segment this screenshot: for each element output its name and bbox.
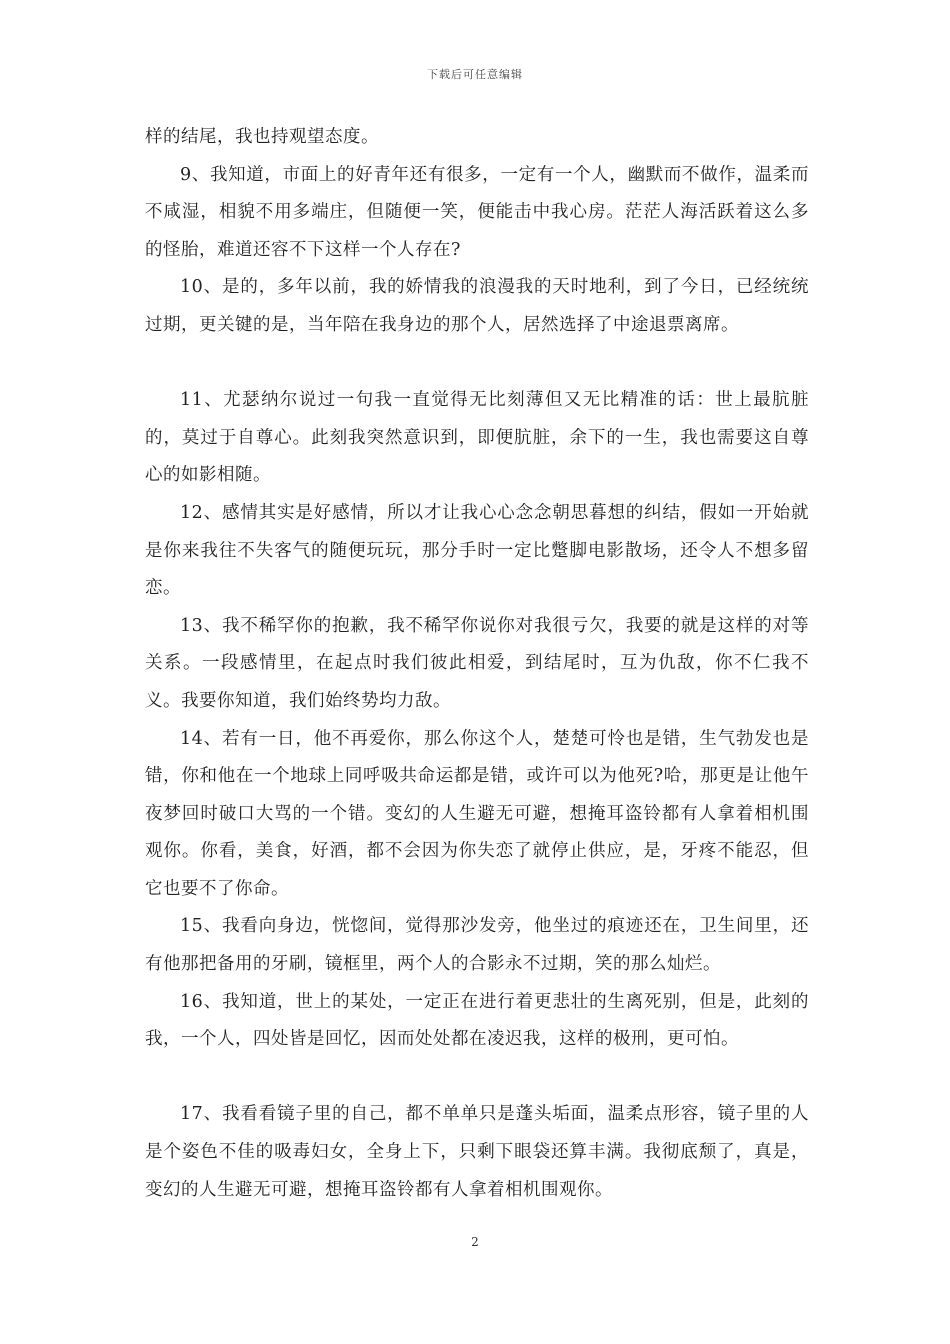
paragraph-gap [145, 1059, 809, 1097]
paragraph-14: 14、若有一日，他不再爱你，那么你这个人，楚楚可怜也是错，生气勃发也是错，你和他在一个地球上同呼吸共命运都是错，或许可以为他死?哈，那更是让他午夜梦回时破口大骂的一个错。变幻的人生避无可避，想掩耳盗铃都有人拿着相机围观你。你看，美食，好酒，都不会因为你失恋了就停止供应，是，牙疼不能忍，但它也要不了你命。 [145, 728, 809, 899]
page-header: 下载后可任意编辑 [427, 68, 523, 81]
paragraph-9: 9、我知道，市面上的好青年还有很多，一定有一个人，幽默而不做作，温柔而不咸湿，相貌不用多端庄，但随便一笑，便能击中我心房。茫茫人海活跃着这么多的怪胎，难道还容不下这样一个人存在? [145, 164, 809, 260]
paragraph-12: 12、感情其实是好感情，所以才让我心心念念朝思暮想的纠结，假如一开始就是你来我往不失客气的随便玩玩，那分手时一定比蹩脚电影散场，还令人不想多留恋。 [145, 502, 809, 599]
paragraph-continuation: 样的结尾，我也持观望态度。 [145, 127, 379, 147]
paragraph-13: 13、我不稀罕你的抱歉，我不稀罕你说你对我很亏欠，我要的就是这样的对等关系。一段感情里，在起点时我们彼此相爱，到结尾时，互为仇敌，你不仁我不义。我要你知道，我们始终势均力敌。 [145, 615, 809, 711]
document-body [145, 119, 809, 1209]
paragraph-17: 17、我看看镜子里的自己，都不单单只是蓬头垢面，温柔点形容，镜子里的人是个姿色不佳的吸毒妇女，全身上下，只剩下眼袋还算丰满。我彻底颓了，真是，变幻的人生避无可避，想掩耳盗铃都有人拿着相机围观你。 [145, 1104, 809, 1200]
paragraph-16: 16、我知道，世上的某处，一定正在进行着更悲壮的生离死别，但是，此刻的我，一个人，四处皆是回忆，因而处处都在凌迟我，这样的极刑，更可怕。 [145, 991, 809, 1050]
paragraph-15: 15、我看向身边，恍惚间，觉得那沙发旁，他坐过的痕迹还在，卫生间里，还有他那把备用的牙刷，镜框里，两个人的合影永不过期，笑的那么灿烂。 [145, 916, 809, 975]
paragraph-11: 11、尤瑟纳尔说过一句我一直觉得无比刻薄但又无比精准的话：世上最肮脏的，莫过于自尊心。此刻我突然意识到，即便肮脏，余下的一生，我也需要这自尊心的如影相随。 [145, 390, 809, 486]
paragraph-10: 10、是的，多年以前，我的娇情我的浪漫我的天时地利，到了今日，已经统统过期，更关键的是，当年陪在我身边的那个人，居然选择了中途退票离席。 [145, 277, 809, 335]
page-number: 2 [471, 1235, 479, 1249]
paragraph-gap [145, 345, 809, 383]
